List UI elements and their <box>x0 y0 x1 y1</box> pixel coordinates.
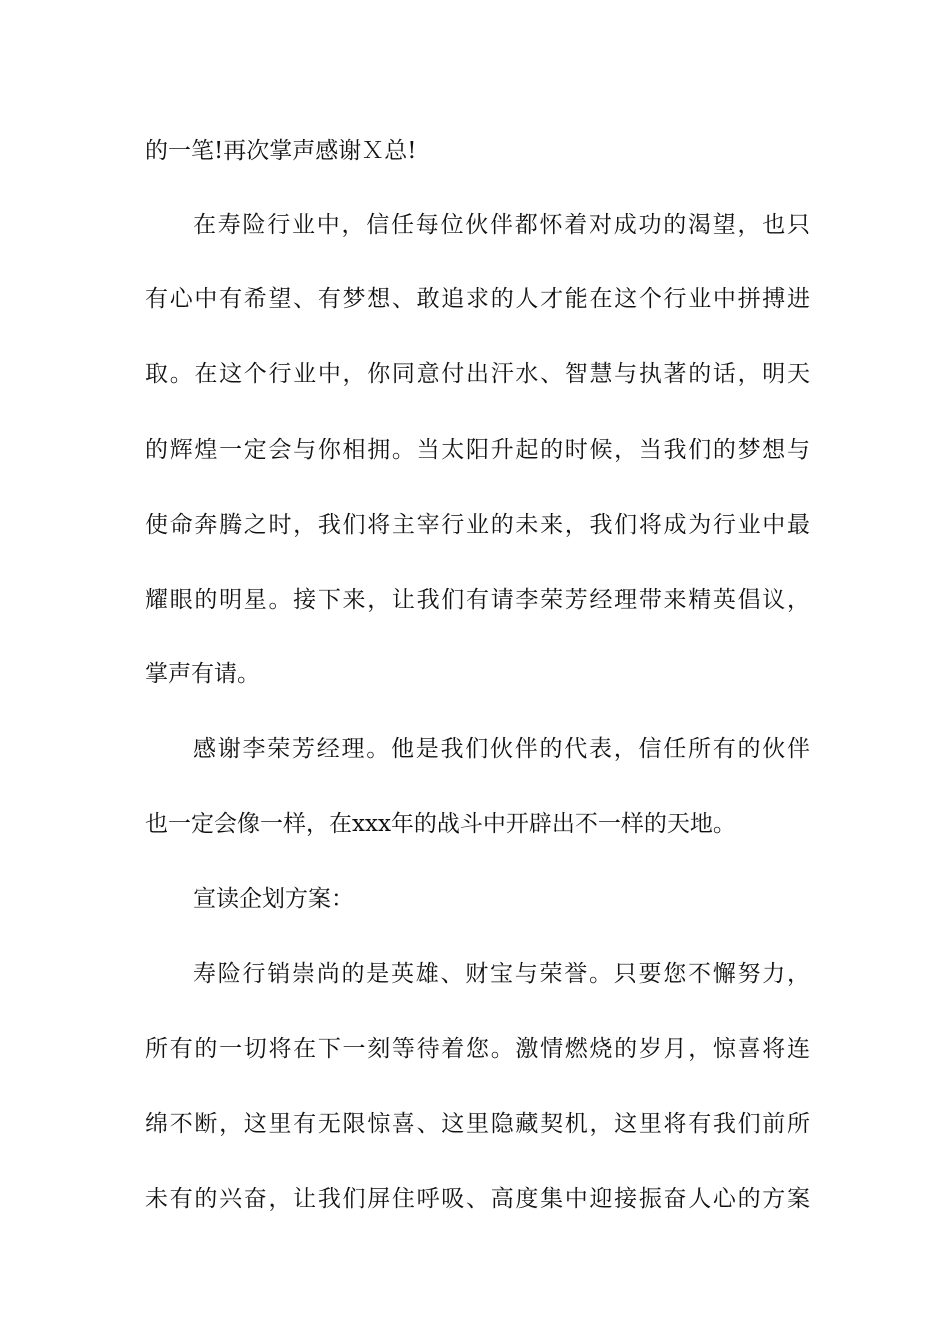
text-line: 的辉煌一定会与你相拥。当太阳升起的时候，当我们的梦想与 <box>145 437 810 463</box>
text-line: 也一定会像一样，在xxx年的战斗中开辟出不一样的天地。 <box>145 811 736 837</box>
text-line: 掌声有请。 <box>145 661 260 687</box>
text-line: 取。在这个行业中，你同意付出汗水、智慧与执著的话，明天 <box>145 361 810 387</box>
text-line: 未有的兴奋，让我们屏住呼吸、高度集中迎接振奋人心的方案 <box>145 1186 810 1212</box>
text-line: 所有的一切将在下一刻等待着您。激情燃烧的岁月，惊喜将连 <box>145 1036 810 1062</box>
text-line: 耀眼的明星。接下来，让我们有请李荣芳经理带来精英倡议， <box>145 587 810 613</box>
text-line: 有心中有希望、有梦想、敢追求的人才能在这个行业中拼搏进 <box>145 286 810 312</box>
text-line: 感谢李荣芳经理。他是我们伙伴的代表，信任所有的伙伴 <box>193 736 810 762</box>
text-line: 宣读企划方案： <box>193 886 354 912</box>
text-line: 寿险行销崇尚的是英雄、财宝与荣誉。只要您不懈努力， <box>193 961 810 987</box>
text-line: 在寿险行业中，信任每位伙伴都怀着对成功的渴望，也只 <box>193 212 810 238</box>
text-line: 的一笔!再次掌声感谢Ｘ总! <box>145 138 417 164</box>
text-line: 绵不断，这里有无限惊喜、这里隐藏契机，这里将有我们前所 <box>145 1111 810 1137</box>
text-line: 使命奔腾之时，我们将主宰行业的未来，我们将成为行业中最 <box>145 512 810 538</box>
